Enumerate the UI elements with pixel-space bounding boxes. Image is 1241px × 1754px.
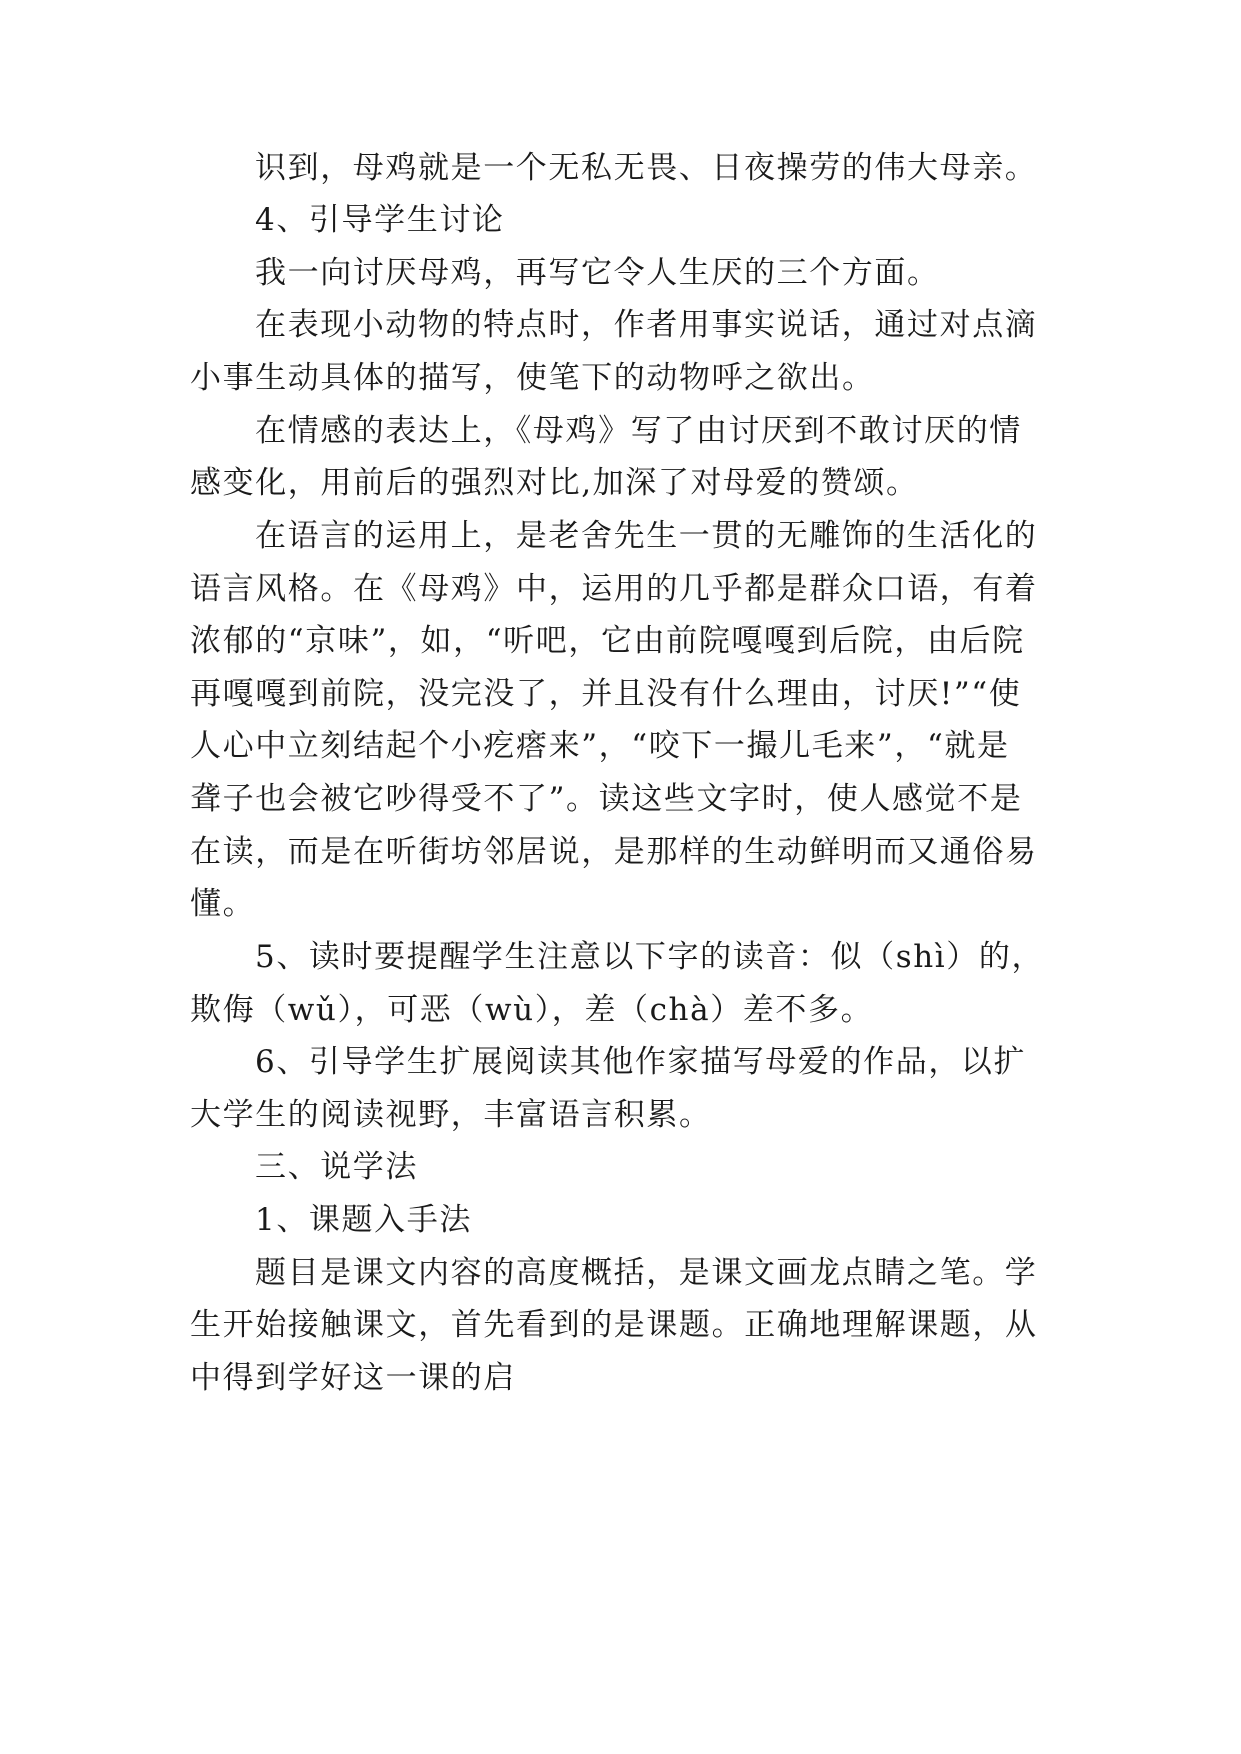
text-line: 懂。 — [190, 886, 256, 922]
text-line: 我一向讨厌母鸡，再写它令人生厌的三个方面。 — [255, 255, 940, 291]
text-line: 大学生的阅读视野，丰富语言积累。 — [190, 1097, 712, 1133]
text-line: 聋子也会被它吵得受不了”。读这些文字时，使人感觉不是 — [190, 781, 1023, 817]
text-line: 在读，而是在听街坊邻居说，是那样的生动鲜明而又通俗易 — [190, 834, 1038, 870]
text-line: 在情感的表达上，《母鸡》写了由讨厌到不敢讨厌的情 — [255, 413, 1022, 449]
subsection-heading: 1、课题入手法 — [255, 1202, 472, 1238]
text-line: 感变化，用前后的强烈对比,加深了对母爱的赞颂。 — [190, 465, 919, 501]
text-line: 人心中立刻结起个小疙瘩来”，“咬下一撮儿毛来”，“就是 — [190, 728, 1010, 764]
text-line: 浓郁的“京味”，如，“听吧，它由前院嘎嘎到后院，由后院 — [190, 623, 1025, 659]
text-line: 识到，母鸡就是一个无私无畏、日夜操劳的伟大母亲。 — [255, 150, 1038, 186]
text-line: 小事生动具体的描写，使笔下的动物呼之欲出。 — [190, 360, 875, 396]
text-line: 题目是课文内容的高度概括，是课文画龙点睛之笔。学 — [255, 1255, 1038, 1291]
text-line: 5、读时要提醒学生注意以下字的读音：似（shì）的， — [255, 939, 1045, 975]
text-line: 生开始接触课文，首先看到的是课题。正确地理解课题，从 — [190, 1307, 1038, 1343]
text-line: 在语言的运用上，是老舍先生一贯的无雕饰的生活化的 — [255, 518, 1038, 554]
text-line: 欺侮（wǔ），可恶（wù），差（chà）差不多。 — [190, 992, 874, 1028]
text-line: 在表现小动物的特点时，作者用事实说话，通过对点滴 — [255, 307, 1038, 343]
text-line: 再嘎嘎到前院，没完没了，并且没有什么理由，讨厌!”“使 — [190, 676, 1022, 712]
text-line: 中得到学好这一课的启 — [190, 1360, 516, 1396]
text-line: 语言风格。在《母鸡》中，运用的几乎都是群众口语，有着 — [190, 571, 1038, 607]
text-line: 6、引导学生扩展阅读其他作家描写母爱的作品，以扩 — [255, 1044, 1027, 1080]
text-line: 4、引导学生讨论 — [255, 202, 505, 238]
section-heading: 三、说学法 — [255, 1149, 418, 1185]
